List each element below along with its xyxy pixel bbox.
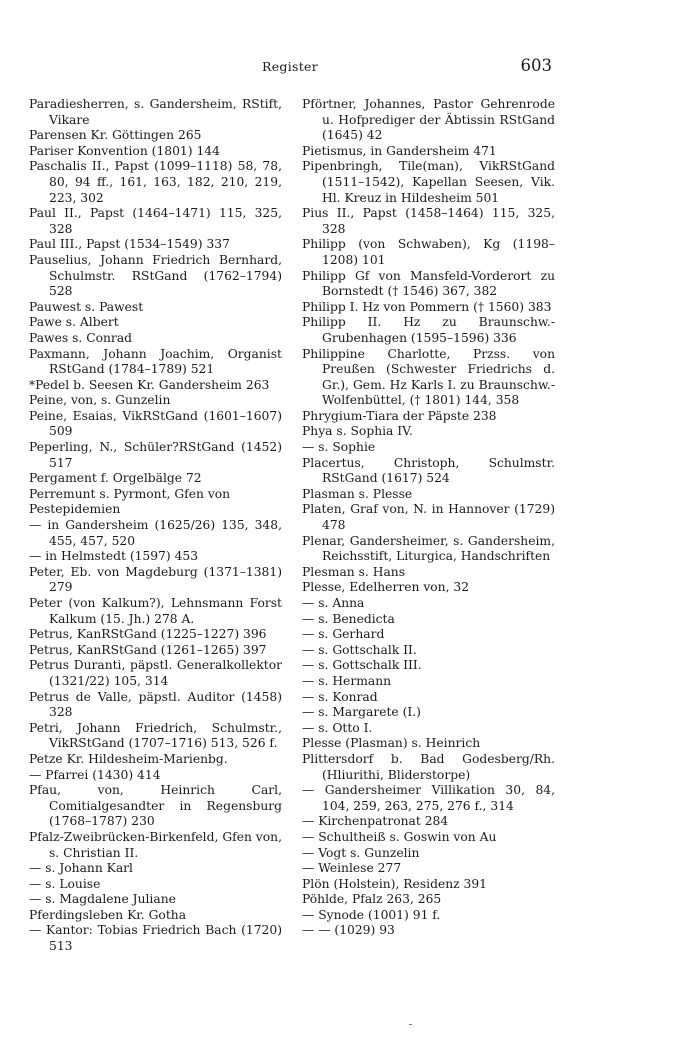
index-entry: Plasman s. Plesse bbox=[302, 486, 413, 501]
index-entry: — Kirchenpatronat 284 bbox=[302, 814, 449, 829]
index-entry: Petri, Johann Friedrich, Schulmstr., VikRStGand (1707–1716) 513, 526 f. bbox=[29, 720, 282, 751]
index-entry: Petrus, KanRStGand (1261–1265) 397 bbox=[29, 642, 267, 657]
index-entry: Paschalis II., Papst (1099–1118) 58, 78, 80, 94 ff., 161, 163, 182, 210, 219, 223, 302 bbox=[29, 159, 282, 205]
index-entry: Philippine Charlotte, Przss. von Preußen (Schwester Friedrichs d. Gr.), Gem. Hz Karls I. zu Braunschw.-Wolfenbüttel, († 1801) 144, 358 bbox=[302, 346, 555, 408]
index-entry: Paxmann, Johann Joachim, Organist RStGand (1784–1789) 521 bbox=[29, 346, 282, 377]
index-entry: Plön (Holstein), Residenz 391 bbox=[302, 876, 487, 891]
index-entry: Pawe s. Albert bbox=[29, 315, 119, 330]
index-entry: Peine, Esaias, VikRStGand (1601–1607) 509 bbox=[29, 408, 282, 439]
index-entry: Pariser Konvention (1801) 144 bbox=[29, 143, 220, 158]
index-entry: — Synode (1001) 91 f. bbox=[302, 907, 441, 922]
index-entry: Philipp I. Hz von Pommern († 1560) 383 bbox=[302, 299, 552, 314]
index-entry: Petrus, KanRStGand (1225–1227) 396 bbox=[29, 627, 267, 642]
index-entry: — Gandersheimer Villikation 30, 84, 104, 259, 263, 275, 276 f., 314 bbox=[302, 783, 555, 813]
index-entry: — s. Gerhard bbox=[302, 627, 385, 642]
index-column-left bbox=[29, 97, 282, 955]
index-entry: Peter, Eb. von Magdeburg (1371–1381) 279 bbox=[29, 564, 282, 595]
index-entry: Philipp (von Schwaben), Kg (1198–1208) 101 bbox=[302, 237, 555, 267]
index-entry: Plenar, Gandersheimer, s. Gandersheim, Reichsstift, Liturgica, Handschriften bbox=[302, 533, 555, 564]
index-entry: Pfau, von, Heinrich Carl, Comitialgesandter in Regensburg (1768–1787) 230 bbox=[29, 783, 282, 829]
index-column-right bbox=[302, 97, 555, 939]
index-entry: — s. Otto I. bbox=[302, 720, 373, 735]
index-entry: Petrus Duranti, päpstl. Generalkollektor (1321/22) 105, 314 bbox=[29, 658, 282, 688]
index-entry: Plesse (Plasman) s. Heinrich bbox=[302, 736, 481, 751]
index-entry: Pauwest s. Pawest bbox=[29, 299, 144, 314]
index-entry: Phrygium-Tiara der Päpste 238 bbox=[302, 408, 497, 423]
index-entry: — Kantor: Tobias Friedrich Bach (1720) 513 bbox=[29, 923, 282, 954]
index-entry: Peine, von, s. Gunzelin bbox=[29, 393, 171, 408]
index-entry: — Schultheiß s. Goswin von Au bbox=[302, 829, 497, 844]
index-entry: Peter (von Kalkum?), Lehnsmann Forst Kalkum (15. Jh.) 278 A. bbox=[29, 596, 282, 626]
index-entry: — s. Magdalene Juliane bbox=[29, 892, 176, 907]
index-entry: — s. Johann Karl bbox=[29, 861, 133, 876]
index-entry: — s. Gottschalk III. bbox=[302, 658, 422, 673]
index-entry: — in Helmstedt (1597) 453 bbox=[29, 549, 199, 564]
page-header-title: Register bbox=[261, 59, 319, 74]
index-entry: Pipenbringh, Tile(man), VikRStGand (1511–1542), Kapellan Seesen, Vik. Hl. Kreuz in Hildesheim 501 bbox=[302, 159, 555, 205]
index-entry: — Pfarrei (1430) 414 bbox=[29, 767, 161, 782]
index-entry: — s. Sophie bbox=[302, 440, 376, 455]
page-number: 603 bbox=[520, 56, 552, 75]
index-entry: Peperling, N., Schüler?RStGand (1452) 517 bbox=[29, 440, 282, 470]
print-speck bbox=[409, 1024, 412, 1025]
index-entry: Pferdingsleben Kr. Gotha bbox=[29, 907, 187, 922]
index-entry: Paradiesherren, s. Gandersheim, RStift, Vikare bbox=[29, 97, 282, 127]
index-entry: Pauselius, Johann Friedrich Bernhard, Schulmstr. RStGand (1762–1794) 528 bbox=[29, 252, 282, 299]
index-entry: — s. Margarete (I.) bbox=[302, 705, 421, 720]
index-entry: Pawes s. Conrad bbox=[29, 330, 133, 345]
index-entry: — s. Benedicta bbox=[302, 611, 395, 626]
index-entry: — Weinlese 277 bbox=[302, 861, 402, 876]
index-entry: — s. Konrad bbox=[302, 689, 378, 704]
index-entry: Platen, Graf von, N. in Hannover (1729) 478 bbox=[302, 502, 555, 533]
index-entry: Pöhlde, Pfalz 263, 265 bbox=[302, 892, 442, 907]
index-entry: Pfalz-Zweibrücken-Birkenfeld, Gfen von, s. Christian II. bbox=[29, 829, 282, 860]
index-entry: Parensen Kr. Göttingen 265 bbox=[29, 128, 202, 143]
index-entry: Paul II., Papst (1464–1471) 115, 325, 328 bbox=[29, 206, 282, 236]
index-entry: — in Gandersheim (1625/26) 135, 348, 455, 457, 520 bbox=[29, 518, 282, 548]
index-entry: Petrus de Valle, päpstl. Auditor (1458) 328 bbox=[29, 689, 282, 720]
index-entry: — s. Louise bbox=[29, 876, 101, 891]
index-entry: — — (1029) 93 bbox=[302, 923, 395, 938]
index-entry: Plesse, Edelherren von, 32 bbox=[302, 580, 470, 595]
index-entry: Philipp II. Hz zu Braunschw.-Grubenhagen (1595–1596) 336 bbox=[302, 315, 555, 345]
index-entry: — Vogt s. Gunzelin bbox=[302, 845, 420, 860]
index-entry: Phya s. Sophia IV. bbox=[302, 424, 413, 439]
index-entry: Pestepidemien bbox=[29, 502, 121, 517]
index-entry: *Pedel b. Seesen Kr. Gandersheim 263 bbox=[29, 377, 270, 392]
index-entry: Philipp Gf von Mansfeld-Vorderort zu Bornstedt († 1546) 367, 382 bbox=[302, 268, 555, 299]
index-entry: Pius II., Papst (1458–1464) 115, 325, 328 bbox=[302, 206, 555, 236]
index-entry: Pergament f. Orgelbälge 72 bbox=[29, 471, 202, 486]
index-entry: Pförtner, Johannes, Pastor Gehrenrode u. Hofprediger der Äbtissin RStGand (1645) 42 bbox=[302, 97, 555, 143]
index-entry: Perremunt s. Pyrmont, Gfen von bbox=[29, 486, 231, 501]
index-entry: — s. Hermann bbox=[302, 673, 392, 688]
index-entry: Plittersdorf b. Bad Godesberg/Rh. (Hliurithi, Bliderstorpe) bbox=[302, 751, 555, 782]
index-entry: Placertus, Christoph, Schulmstr. RStGand (1617) 524 bbox=[302, 455, 555, 486]
index-entry: Petze Kr. Hildesheim-Marienbg. bbox=[29, 751, 228, 766]
index-entry: Plesman s. Hans bbox=[302, 564, 406, 579]
index-entry: Paul III., Papst (1534–1549) 337 bbox=[29, 237, 230, 252]
index-entry: — s. Gottschalk II. bbox=[302, 642, 417, 657]
index-entry: Pietismus, in Gandersheim 471 bbox=[302, 143, 497, 158]
index-entry: — s. Anna bbox=[302, 596, 365, 610]
